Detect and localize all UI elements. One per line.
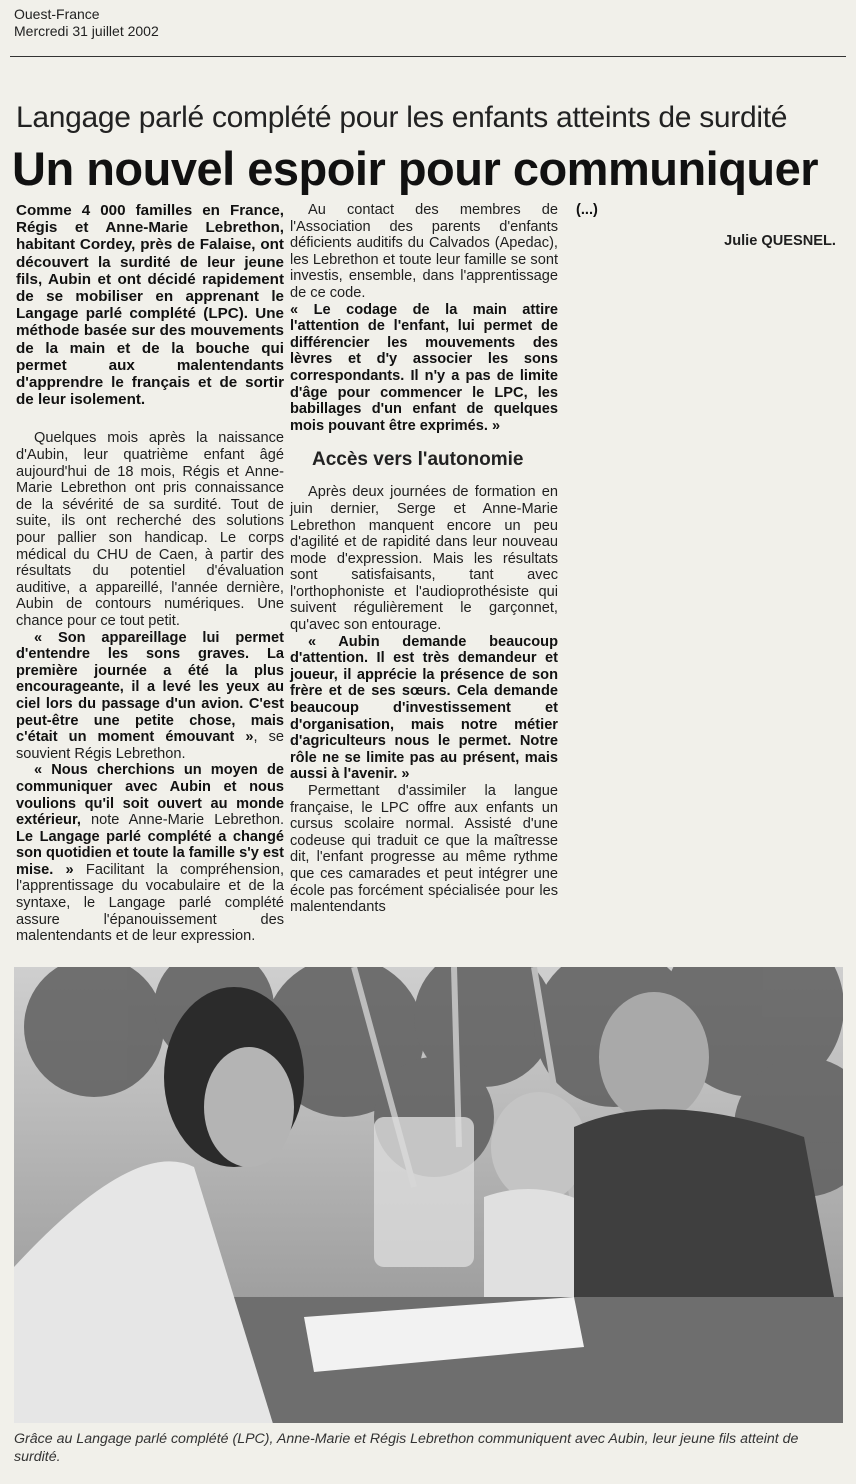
ellipsis: (...)	[576, 202, 598, 218]
paragraph-8-end	[576, 202, 842, 219]
author-signature: Julie QUESNEL.	[724, 232, 836, 249]
quote-3: Le Langage parlé complété a changé son quotidien et toute la famille s'y est mise. »	[16, 828, 284, 878]
page-header	[14, 6, 159, 40]
header-rule	[10, 56, 846, 57]
paragraph-5	[290, 302, 558, 435]
woman-face	[204, 1047, 294, 1167]
paragraph-1: Quelques mois après la naissance d'Aubin, leur quatrième enfant âgé aujourd'hui de 18 mois, Régis et Anne-Marie Lebrethon ont pris connaissance de la sévérité de sa surdité. Tout de suite, ils ont recherché des solutions pour pallier son handicap. Le corps médical du CHU de Caen, à partir des résultats du potentiel d'évaluation auditive, a appareillé, l'année dernière, Aubin de contours numériques. Une chance pour ce tout petit.	[16, 430, 284, 629]
man-body	[574, 1109, 834, 1297]
quote-1: « Son appareillage lui permet d'entendre les sons graves. La première journée a été la plus encourageante, il a levé les yeux au ciel lors du passage d'un avion. C'est peut-être une petite chose, mais c'était un moment émouvant »	[16, 629, 284, 746]
publication-name: Ouest-France	[14, 6, 100, 22]
paragraph-2: « Son appareillage lui permet d'entendre les sons graves. La première journée a été la plus encourageante, il a levé les yeux au ciel lors du passage d'un avion. C'est peut-être une petite chose, mais c'était un moment émouvant », se souvient Régis Lebrethon.	[16, 629, 284, 762]
article-column-3	[576, 202, 842, 249]
article-subhead: Accès vers l'autonomie	[312, 449, 524, 471]
baby-head	[491, 1092, 587, 1202]
paragraph-8: Permettant d'assimiler la langue française, le LPC offre aux enfants un cursus scolaire normal. Assisté d'une codeuse qui traduit ce que la maîtresse dit, l'enfant progresse au même rythme que ces camarades et peut intégrer une école pas forcément spécialisée pour les malentendants	[290, 783, 558, 916]
article-column-2	[290, 202, 558, 916]
photo-caption: Grâce au Langage parlé complété (LPC), Anne-Marie et Régis Lebrethon communiquent avec Aubin, leur jeune fils atteint de surdité.	[14, 1431, 799, 1465]
paragraph-4: Au contact des membres de l'Association des parents d'enfants déficients auditifs du Calvados (Apedac), les Lebrethon et toute leur famille se sont investis, ensemble, dans l'apprentissage de ce code.	[290, 202, 558, 301]
quote-4: « Le codage de la main attire l'attention de l'enfant, lui permet de différencier les mouvements des lèvres et d'y associer les sons correspondants. Il n'y a pas de limite d'âge pour commencer le LPC, les babillages d'un enfant de quelques mois pouvant être exprimés. »	[290, 301, 558, 434]
paragraph-3: « Nous cherchions un moyen de communiquer avec Aubin et nous voulions qu'il soit ouvert au monde extérieur, note Anne-Marie Lebrethon. Le Langage parlé complété a changé son quotidien et toute la famille s'y est mise. » Facilitant la compréhension, l'apprentissage du vocabulaire et de la syntaxe, le Langage parlé complété assure l'épanouissement des malentendants et de leur expression.	[16, 762, 284, 945]
publication-date: Mercredi 31 juillet 2002	[14, 23, 159, 39]
article-lead: Comme 4 000 familles en France, Régis et Anne-Marie Lebrethon, habitant Cordey, près de Falaise, ont découvert la surdité de leur jeune fils, Aubin et ont décidé rapidement de se mobiliser en apprenant le Langage parlé complété (LPC). Une méthode basée sur des mouvements de la main et de la bouche qui permet aux malentendants d'apprendre le français et de sortir de leur isolement.	[16, 202, 284, 409]
photo-illustration	[14, 967, 843, 1423]
article-photo	[14, 967, 843, 1423]
quote-5: « Aubin demande beaucoup d'attention. Il est très demandeur et joueur, il apprécie la présence de son frère et de ses sœurs. Cela demande beaucoup d'investissement et d'organisation, mais notre métier d'agriculteurs nous le permet. Notre rôle ne se limite pas au présent, mais aussi à l'avenir. »	[290, 633, 558, 783]
man-head	[599, 992, 709, 1122]
article-kicker: Langage parlé complété pour les enfants atteints de surdité	[16, 101, 788, 134]
quote-2: « Nous cherchions un moyen de communiquer avec Aubin et nous voulions qu'il soit ouvert au monde extérieur,	[16, 762, 284, 829]
paragraph-6: Après deux journées de formation en juin dernier, Serge et Anne-Marie Lebrethon manquent encore un peu d'agilité et de rapidité dans leur nouveau mode d'expression. Mais les résultats sont satisfaisants, tant avec l'orthophoniste et l'audioprothésiste qui suivent régulièrement le garçonnet, qu'avec son entourage.	[290, 484, 558, 634]
high-chair	[374, 1117, 474, 1267]
paragraph-7	[290, 634, 558, 783]
article-headline: Un nouvel espoir pour communiquer	[12, 142, 819, 195]
article-column-1	[16, 202, 284, 945]
